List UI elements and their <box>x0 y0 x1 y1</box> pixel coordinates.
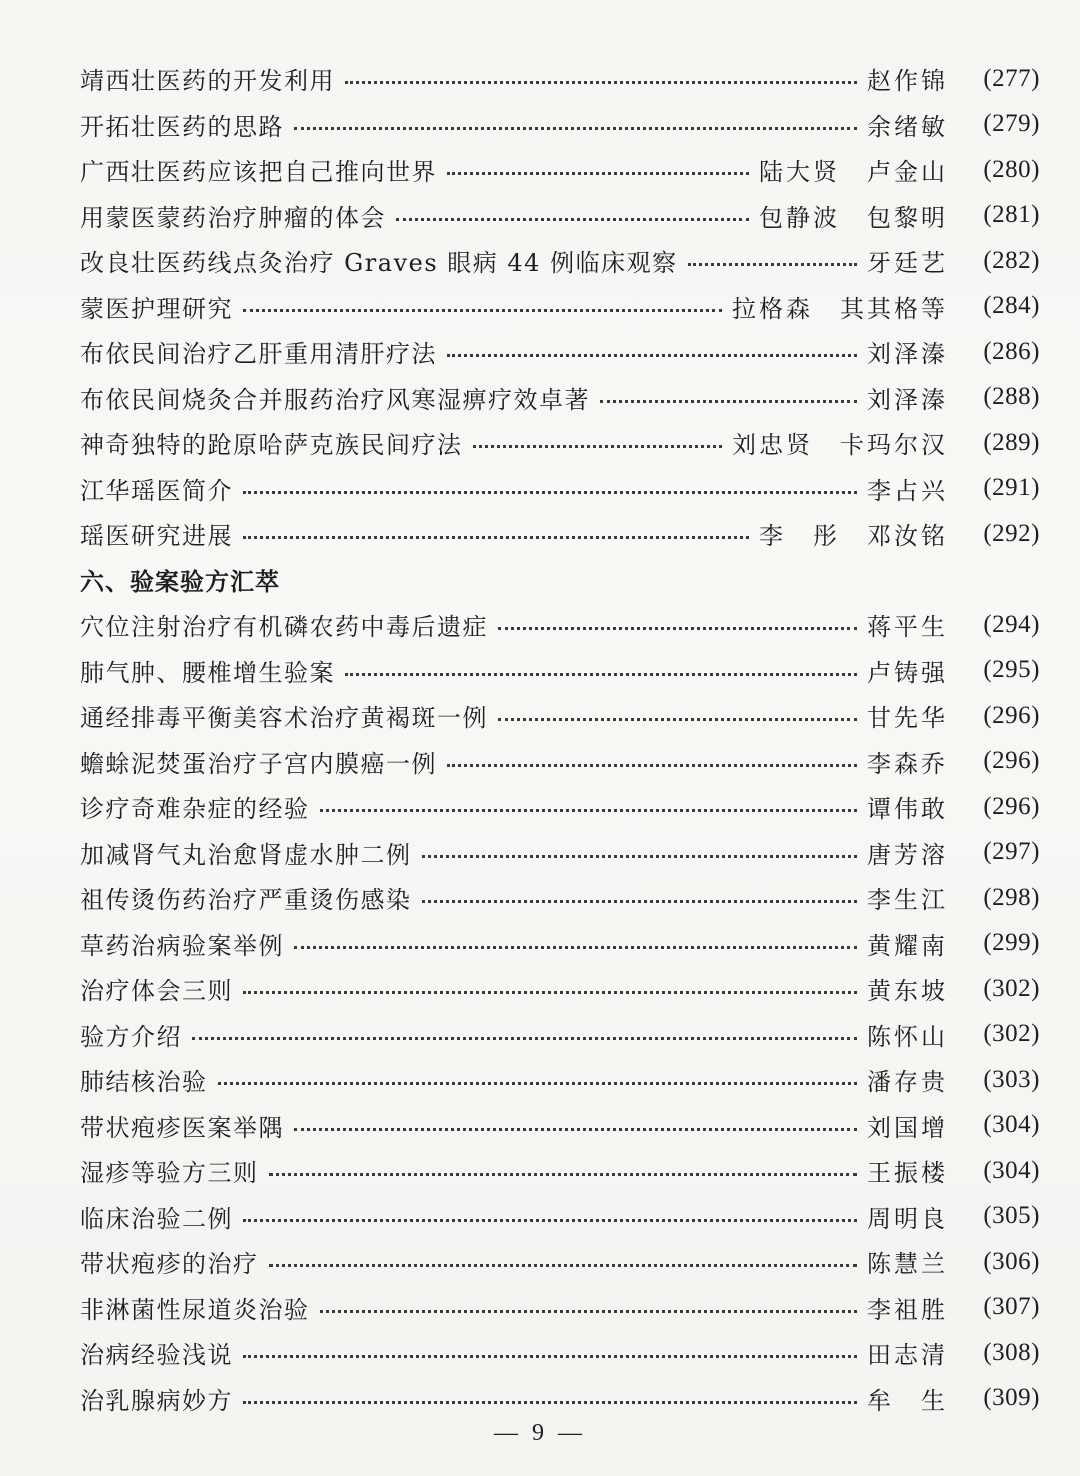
toc-entry <box>80 147 1040 193</box>
dot-leader <box>422 900 858 903</box>
toc-entry <box>80 1285 1040 1331</box>
entry-title: 江华瑶医简介 <box>80 476 233 505</box>
toc-entry <box>80 830 1040 876</box>
dot-leader <box>320 1310 858 1313</box>
toc-entry <box>80 1376 1040 1422</box>
entry-title: 蟾蜍泥焚蛋治疗子宫内膜癌一例 <box>80 749 437 778</box>
entry-author: 田志清 <box>867 1341 948 1370</box>
entry-title: 肺结核治验 <box>80 1068 208 1097</box>
entry-page: (295) <box>983 656 1040 684</box>
entry-title: 治乳腺病妙方 <box>80 1386 233 1415</box>
dot-leader <box>243 1401 857 1404</box>
entry-author: 李生江 <box>867 886 948 915</box>
toc-entry <box>80 511 1040 557</box>
entry-page: (280) <box>983 155 1040 183</box>
entry-author: 唐芳溶 <box>867 840 948 869</box>
entry-page: (296) <box>983 747 1040 775</box>
dot-leader <box>192 1037 857 1040</box>
toc-entry <box>80 739 1040 785</box>
entry-title: 草药治病验案举例 <box>80 931 284 960</box>
entry-page: (284) <box>983 292 1040 320</box>
dot-leader <box>600 400 857 403</box>
entry-title: 瑶医研究进展 <box>80 522 233 551</box>
entry-author: 黄东坡 <box>867 977 948 1006</box>
entry-author: 李占兴 <box>867 476 948 505</box>
toc-entry <box>80 193 1040 239</box>
entry-title: 加减肾气丸治愈肾虚水肿二例 <box>80 840 412 869</box>
entry-author: 包静波 包黎明 <box>759 203 948 232</box>
toc-entry <box>80 466 1040 512</box>
entry-title: 诊疗奇难杂症的经验 <box>80 795 310 824</box>
entry-page: (288) <box>983 383 1040 411</box>
toc-entry <box>80 602 1040 648</box>
toc-entry <box>80 284 1040 330</box>
entry-page: (279) <box>983 110 1040 138</box>
dot-leader <box>243 1219 857 1222</box>
entry-title: 治病经验浅说 <box>80 1341 233 1370</box>
toc-entry <box>80 966 1040 1012</box>
entry-page: (303) <box>983 1065 1040 1093</box>
entry-page: (304) <box>983 1156 1040 1184</box>
entry-author: 谭伟敢 <box>867 795 948 824</box>
dot-leader <box>422 855 858 858</box>
toc-list-bottom <box>80 602 1040 1421</box>
entry-page: (308) <box>983 1338 1040 1366</box>
toc-entry <box>80 56 1040 102</box>
toc-entry <box>80 1239 1040 1285</box>
dot-leader <box>294 1128 857 1131</box>
toc-entry <box>80 102 1040 148</box>
toc-entry <box>80 1148 1040 1194</box>
entry-title: 非淋菌性尿道炎治验 <box>80 1295 310 1324</box>
entry-title: 开拓壮医药的思路 <box>80 112 284 141</box>
toc-entry <box>80 875 1040 921</box>
toc-entry <box>80 329 1040 375</box>
entry-author: 李祖胜 <box>867 1295 948 1324</box>
toc-list-top <box>80 56 1040 557</box>
entry-author: 赵作锦 <box>867 67 948 96</box>
dot-leader <box>269 1173 858 1176</box>
entry-title: 穴位注射治疗有机磷农药中毒后遗症 <box>80 613 488 642</box>
toc-entry <box>80 693 1040 739</box>
section-heading: 六、验案验方汇萃 <box>80 567 280 596</box>
entry-author: 刘泽溱 <box>867 385 948 414</box>
entry-author: 王振楼 <box>867 1159 948 1188</box>
toc-entry <box>80 1103 1040 1149</box>
entry-page: (304) <box>983 1111 1040 1139</box>
dot-leader <box>294 946 857 949</box>
entry-title: 通经排毒平衡美容术治疗黄褐斑一例 <box>80 704 488 733</box>
entry-author: 刘国增 <box>867 1113 948 1142</box>
dot-leader <box>320 809 858 812</box>
entry-page: (291) <box>983 474 1040 502</box>
table-of-contents <box>80 56 1040 1421</box>
entry-title: 验方介绍 <box>80 1022 182 1051</box>
dot-leader <box>243 536 749 539</box>
entry-author: 刘忠贤 卡玛尔汉 <box>732 431 948 460</box>
dot-leader <box>473 445 723 448</box>
entry-title: 用蒙医蒙药治疗肿瘤的体会 <box>80 203 386 232</box>
entry-page: (299) <box>983 929 1040 957</box>
page-number: — 9 — <box>494 1420 586 1446</box>
entry-author: 牙廷艺 <box>867 249 948 278</box>
entry-author: 陈怀山 <box>867 1022 948 1051</box>
toc-entry <box>80 420 1040 466</box>
entry-title: 蒙医护理研究 <box>80 294 233 323</box>
entry-page: (307) <box>983 1293 1040 1321</box>
entry-title: 靖西壮医药的开发利用 <box>80 67 335 96</box>
toc-entry <box>80 784 1040 830</box>
entry-page: (277) <box>983 64 1040 92</box>
toc-entry <box>80 375 1040 421</box>
entry-title: 布依民间烧灸合并服药治疗风寒湿痹疗效卓著 <box>80 385 590 414</box>
toc-entry <box>80 238 1040 284</box>
entry-title: 治疗体会三则 <box>80 977 233 1006</box>
entry-author: 李 彤 邓汝铭 <box>759 522 948 551</box>
entry-title: 带状疱疹的治疗 <box>80 1250 259 1279</box>
entry-title: 临床治验二例 <box>80 1204 233 1233</box>
dot-leader <box>498 718 857 721</box>
entry-page: (302) <box>983 1020 1040 1048</box>
dot-leader <box>447 764 857 767</box>
entry-title: 布依民间治疗乙肝重用清肝疗法 <box>80 340 437 369</box>
entry-page: (309) <box>983 1384 1040 1412</box>
dot-leader <box>396 218 749 221</box>
entry-page: (289) <box>983 428 1040 456</box>
entry-title: 广西壮医药应该把自己推向世界 <box>80 158 437 187</box>
dot-leader <box>345 81 857 84</box>
entry-page: (294) <box>983 610 1040 638</box>
entry-page: (281) <box>983 201 1040 229</box>
entry-title: 带状疱疹医案举隅 <box>80 1113 284 1142</box>
dot-leader <box>345 673 857 676</box>
dot-leader <box>688 263 857 266</box>
toc-entry <box>80 1057 1040 1103</box>
dot-leader <box>243 491 857 494</box>
entry-author: 甘先华 <box>867 704 948 733</box>
entry-author: 卢铸强 <box>867 658 948 687</box>
entry-author: 余绪敏 <box>867 112 948 141</box>
entry-author: 潘存贵 <box>867 1068 948 1097</box>
entry-page: (298) <box>983 883 1040 911</box>
dot-leader <box>269 1264 858 1267</box>
entry-author: 拉格森 其其格等 <box>732 294 948 323</box>
entry-author: 牟 生 <box>867 1386 948 1415</box>
entry-title: 神奇独特的跄原哈萨克族民间疗法 <box>80 431 463 460</box>
entry-page: (296) <box>983 792 1040 820</box>
entry-author: 周明良 <box>867 1204 948 1233</box>
toc-entry <box>80 921 1040 967</box>
entry-page: (286) <box>983 337 1040 365</box>
entry-author: 刘泽溱 <box>867 340 948 369</box>
toc-entry <box>80 1194 1040 1240</box>
dot-leader <box>294 127 857 130</box>
dot-leader <box>447 354 857 357</box>
entry-title: 肺气肿、腰椎增生验案 <box>80 658 335 687</box>
entry-author: 蒋平生 <box>867 613 948 642</box>
entry-author: 黄耀南 <box>867 931 948 960</box>
dot-leader <box>243 1355 857 1358</box>
toc-entry <box>80 648 1040 694</box>
dot-leader <box>218 1082 858 1085</box>
dot-leader <box>243 309 722 312</box>
toc-entry <box>80 1330 1040 1376</box>
entry-title: 改良壮医药线点灸治疗 Graves 眼病 44 例临床观察 <box>80 249 678 278</box>
entry-page: (282) <box>983 246 1040 274</box>
toc-entry <box>80 1012 1040 1058</box>
entry-author: 陈慧兰 <box>867 1250 948 1279</box>
entry-page: (306) <box>983 1247 1040 1275</box>
dot-leader <box>498 627 857 630</box>
entry-page: (296) <box>983 701 1040 729</box>
dot-leader <box>447 172 749 175</box>
entry-title: 湿疹等验方三则 <box>80 1159 259 1188</box>
dot-leader <box>243 991 857 994</box>
entry-author: 陆大贤 卢金山 <box>759 158 948 187</box>
entry-page: (302) <box>983 974 1040 1002</box>
entry-page: (297) <box>983 838 1040 866</box>
entry-author: 李森乔 <box>867 749 948 778</box>
entry-title: 祖传烫伤药治疗严重烫伤感染 <box>80 886 412 915</box>
entry-page: (305) <box>983 1202 1040 1230</box>
entry-page: (292) <box>983 519 1040 547</box>
